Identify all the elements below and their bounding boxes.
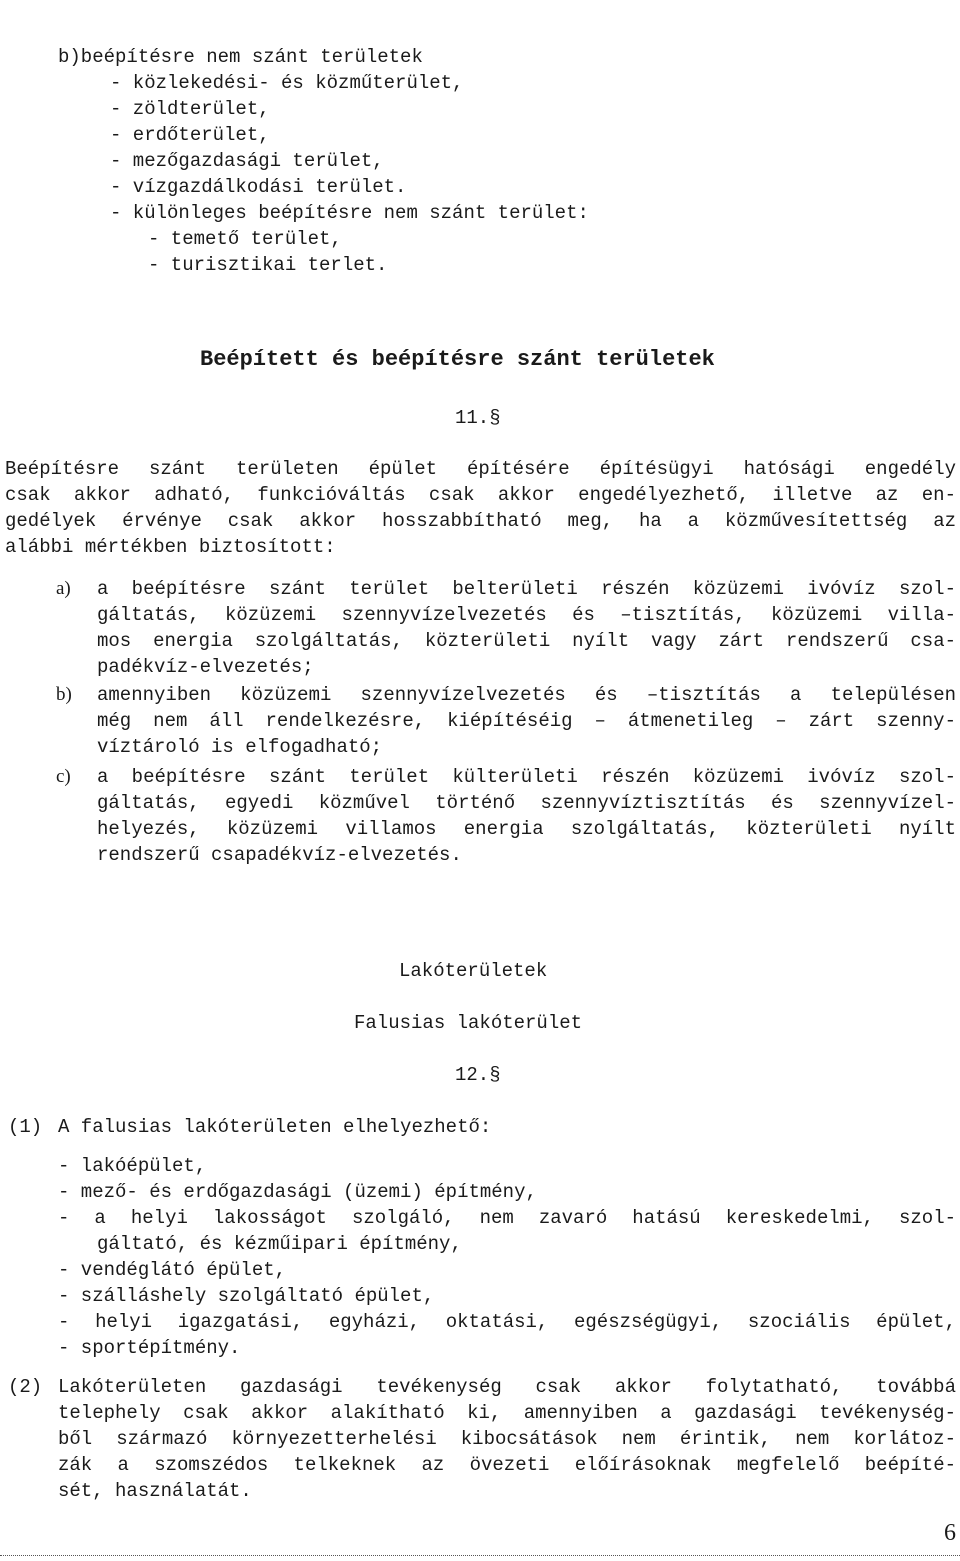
list-item: - szálláshely szolgáltató épület,: [58, 1285, 435, 1307]
item-line: amennyiben közüzemi szennyvízelvezetés és –tisztítás a településen: [97, 684, 956, 706]
list-item: - zöldterület,: [110, 98, 270, 120]
section-title: Beépített és beépítésre szánt területek: [200, 347, 715, 372]
item-label: b): [56, 684, 72, 705]
paragraph-line: Beépítésre szánt területen épület építésére építésügyi hatósági engedély: [5, 458, 956, 480]
item-line: mos energia szolgáltatás, közterületi nyílt vagy zárt rendszerű csa-: [97, 630, 956, 652]
section-subheading: Falusias lakóterület: [354, 1012, 583, 1034]
list-heading: b)beépítésre nem szánt területek: [58, 46, 423, 68]
page-number: 6: [944, 1520, 956, 1546]
section-number: 12.§: [455, 1064, 501, 1086]
item-line: még nem áll rendelkezésre, kiépítéséig – átmenetileg – zárt szenny-: [97, 710, 956, 732]
paragraph-line: alábbi mértékben biztosított:: [5, 536, 336, 558]
list-item: - közlekedési- és közműterület,: [110, 72, 464, 94]
list-item: - helyi igazgatási, egyházi, oktatási, egészségügyi, szociális épület,: [58, 1311, 956, 1333]
item-line: gáltatás, közüzemi szennyvízelvezetés és –tisztítás, közüzemi villa-: [97, 604, 956, 626]
item-line: gáltatás, egyedi közművel történő szennyvíztisztítás és szennyvízel-: [97, 792, 956, 814]
list-item-continuation: gáltató, és kézműipari építmény,: [97, 1233, 462, 1255]
paragraph-line: ből származó környezetterhelési kibocsátások nem érintik, nem korlátoz-: [58, 1428, 956, 1450]
item-line: a beépítésre szánt terület belterületi részén közüzemi ivóvíz szol-: [97, 578, 956, 600]
list-item: - vízgazdálkodási terület.: [110, 176, 407, 198]
item-line: helyezés, közüzemi villamos energia szolgáltatás, közterületi nyílt: [97, 818, 956, 840]
paragraph-line: zák a szomszédos telkeknek az övezeti előírásoknak megfelelő beépíté-: [58, 1454, 956, 1476]
item-line: a beépítésre szánt terület külterületi részén közüzemi ivóvíz szol-: [97, 766, 956, 788]
item-line: víztároló is elfogadható;: [97, 736, 383, 758]
sub-list-item: - turisztikai terlet.: [148, 254, 388, 276]
footer-divider: [0, 1555, 960, 1556]
paragraph-label: (2): [8, 1376, 43, 1398]
list-item: - a helyi lakosságot szolgáló, nem zavaró hatású kereskedelmi, szol-: [58, 1207, 956, 1229]
item-label: a): [56, 578, 71, 599]
item-label: c): [56, 766, 71, 787]
paragraph-line: csak akkor adható, funkcióváltás csak akkor engedélyezhető, illetve az en-: [5, 484, 956, 506]
paragraph-label: (1): [8, 1116, 43, 1138]
list-item: - különleges beépítésre nem szánt terület:: [110, 202, 589, 224]
list-item: - vendéglátó épület,: [58, 1259, 287, 1281]
item-line: padékvíz-elvezetés;: [97, 656, 314, 678]
sub-list-item: - temető terület,: [148, 228, 342, 250]
paragraph-line: Lakóterületen gazdasági tevékenység csak akkor folytatható, továbbá: [58, 1376, 956, 1398]
list-item: - mező- és erdőgazdasági (üzemi) építmény,: [58, 1181, 537, 1203]
section-heading: Lakóterületek: [399, 960, 548, 982]
item-line: rendszerű csapadékvíz-elvezetés.: [97, 844, 462, 866]
paragraph-line: sét, használatát.: [58, 1480, 252, 1502]
paragraph-line: telephely csak akkor alakítható ki, amennyiben a gazdasági tevékenység-: [58, 1402, 956, 1424]
list-item: - erdőterület,: [110, 124, 270, 146]
list-item: - mezőgazdasági terület,: [110, 150, 384, 172]
section-number: 11.§: [455, 407, 501, 429]
list-item: - lakóépület,: [58, 1155, 207, 1177]
paragraph-line: gedélyek érvénye csak akkor hosszabbítható meg, ha a közművesítettség az: [5, 510, 956, 532]
list-item: - sportépítmény.: [58, 1337, 241, 1359]
paragraph-text: A falusias lakóterületen elhelyezhető:: [58, 1116, 492, 1138]
